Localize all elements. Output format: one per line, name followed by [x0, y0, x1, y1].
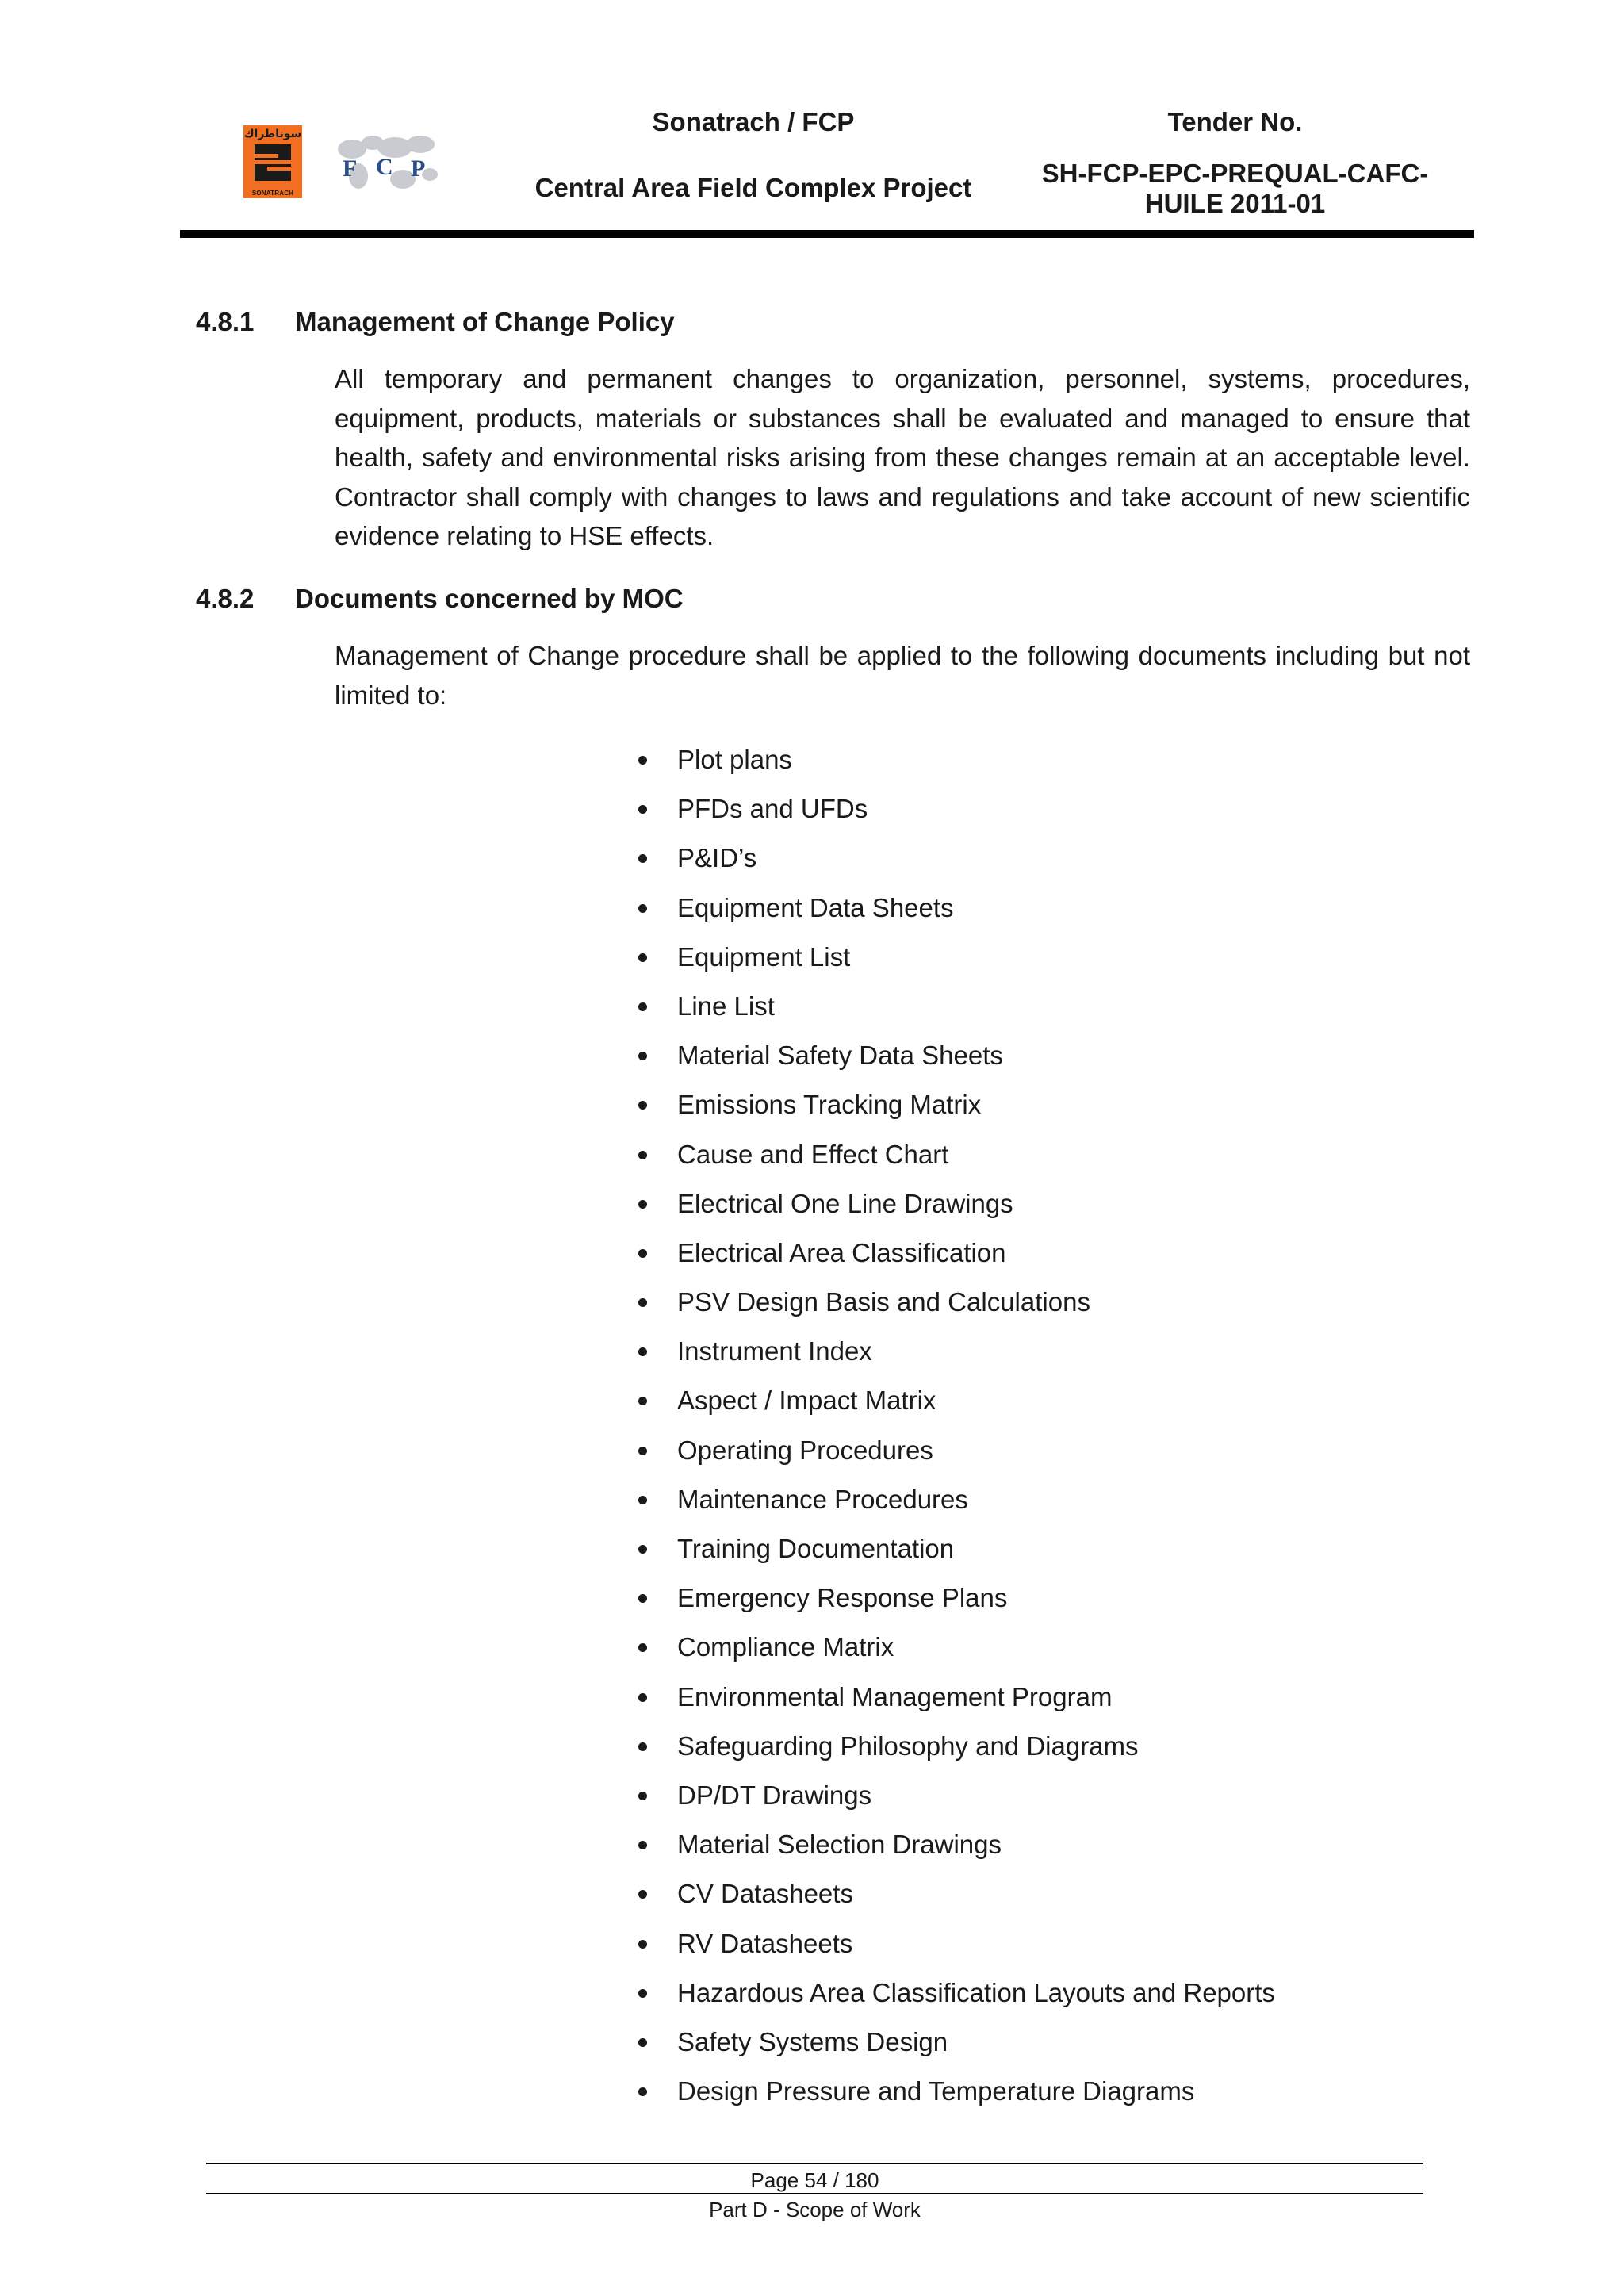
bullet-icon — [638, 1545, 647, 1554]
list-item — [634, 1036, 1275, 1085]
list-item — [634, 1924, 1275, 1973]
list-item-label: Cause and Effect Chart — [677, 1139, 949, 1169]
list-item-label: Instrument Index — [677, 1336, 872, 1366]
list-item-label: Emissions Tracking Matrix — [677, 1090, 982, 1120]
list-item — [634, 888, 1275, 937]
list-item — [634, 1727, 1275, 1776]
document-part: Part D - Scope of Work — [709, 2198, 921, 2221]
tender-label: Tender No. — [1167, 107, 1303, 136]
list-item — [634, 1529, 1275, 1578]
list-item-label: Emergency Response Plans — [677, 1583, 1008, 1613]
section-number-4-8-1: 4.8.1 — [196, 307, 255, 336]
list-item — [634, 1085, 1275, 1134]
bullet-icon — [638, 756, 647, 765]
list-item-label: Equipment Data Sheets — [677, 892, 954, 922]
section-number-4-8-2: 4.8.2 — [196, 584, 255, 613]
list-item — [634, 789, 1275, 838]
footer-divider-bottom — [206, 2193, 1423, 2194]
list-item-label: Operating Procedures — [677, 1435, 933, 1465]
list-item — [634, 1381, 1275, 1430]
bullet-icon — [638, 1052, 647, 1060]
section-title-4-8-2: Documents concerned by MOC — [295, 584, 684, 613]
bullet-icon — [638, 2038, 647, 2047]
sonatrach-logo-arabic: سوناطراك — [243, 127, 302, 140]
list-item — [634, 1135, 1275, 1184]
page-number: Page 54 / 180 — [750, 2168, 879, 2192]
footer-divider-top — [206, 2163, 1423, 2164]
list-item — [634, 1825, 1275, 1874]
list-item-label: Aspect / Impact Matrix — [677, 1386, 936, 1416]
bullet-icon — [638, 1841, 647, 1849]
tender-number-line-2: HUILE 2011-01 — [1144, 189, 1326, 218]
bullet-icon — [638, 2087, 647, 2096]
bullet-icon — [638, 1940, 647, 1949]
list-item-label: DP/DT Drawings — [677, 1780, 872, 1810]
bullet-icon — [638, 1447, 647, 1455]
bullet-icon — [638, 1151, 647, 1159]
fcp-logo — [327, 127, 446, 200]
list-item — [634, 2072, 1275, 2121]
fcp-logo-letter-p: P — [411, 155, 426, 182]
bullet-icon — [638, 953, 647, 962]
list-item — [634, 838, 1275, 887]
sonatrach-logo — [243, 125, 302, 198]
list-item — [634, 1233, 1275, 1282]
bullet-icon — [638, 1890, 647, 1899]
list-item — [634, 1480, 1275, 1529]
sonatrach-emblem-icon — [253, 143, 293, 182]
list-item-label: Hazardous Area Classification Layouts and Reports — [677, 1977, 1275, 2007]
list-item-label: PFDs and UFDs — [677, 794, 868, 824]
list-item-label: RV Datasheets — [677, 1928, 853, 1958]
list-item — [634, 1874, 1275, 1923]
header-divider — [180, 230, 1474, 238]
list-item — [634, 1184, 1275, 1233]
tender-number-line-1: SH-FCP-EPC-PREQUAL-CAFC- — [1041, 159, 1429, 188]
list-item — [634, 1282, 1275, 1332]
fcp-logo-letter-f: F — [343, 155, 358, 182]
bullet-icon — [638, 854, 647, 863]
bullet-icon — [638, 1496, 647, 1504]
company-name: Sonatrach / FCP — [652, 107, 855, 136]
tender-number — [1007, 159, 1463, 219]
documents-list — [634, 740, 1275, 2121]
list-item-label: CV Datasheets — [677, 1879, 853, 1909]
bullet-icon — [638, 1792, 647, 1800]
list-item-label: Safety Systems Design — [677, 2026, 948, 2056]
bullet-icon — [638, 1002, 647, 1011]
section-paragraph-4-8-1: All temporary and permanent changes to organization, personnel, systems, procedures, equipment, products, materials or substances shall be evaluated and managed to ensure that health, safety and environmental risks arising from these changes remain at an acceptable level. Contractor shall comply with changes to laws and regulations and take account of new scientific evidence relating to HSE effects. — [335, 364, 1470, 550]
bullet-icon — [638, 1693, 647, 1702]
list-item-label: Material Selection Drawings — [677, 1830, 1002, 1860]
list-item — [634, 1973, 1275, 2022]
list-item-label: Maintenance Procedures — [677, 1484, 968, 1514]
bullet-icon — [638, 1643, 647, 1652]
list-item — [634, 1677, 1275, 1727]
list-item — [634, 2022, 1275, 2072]
list-item-label: P&ID’s — [677, 843, 757, 873]
list-item — [634, 1578, 1275, 1627]
list-item-label: PSV Design Basis and Calculations — [677, 1287, 1090, 1317]
list-item-label: Environmental Management Program — [677, 1681, 1113, 1711]
bullet-icon — [638, 1347, 647, 1356]
section-paragraph-4-8-2: Management of Change procedure shall be applied to the following documents including but not limited to: — [335, 641, 1470, 710]
project-name: Central Area Field Complex Project — [534, 173, 972, 202]
list-item-label: Equipment List — [677, 941, 851, 972]
list-item-label: Compliance Matrix — [677, 1632, 894, 1662]
list-item — [634, 1332, 1275, 1381]
list-item-label: Training Documentation — [677, 1534, 955, 1563]
bullet-icon — [638, 1594, 647, 1603]
list-item — [634, 987, 1275, 1036]
list-item — [634, 1431, 1275, 1480]
bullet-icon — [638, 1200, 647, 1209]
list-item-label: Design Pressure and Temperature Diagrams — [677, 2076, 1195, 2106]
section-title-4-8-1: Management of Change Policy — [295, 307, 675, 336]
list-item-label: Material Safety Data Sheets — [677, 1041, 1003, 1071]
bullet-icon — [638, 1397, 647, 1405]
list-item — [634, 1776, 1275, 1825]
bullet-icon — [638, 1742, 647, 1751]
bullet-icon — [638, 904, 647, 913]
list-item — [634, 1627, 1275, 1677]
fcp-logo-letter-c: C — [376, 154, 393, 180]
bullet-icon — [638, 1298, 647, 1307]
list-item-label: Electrical One Line Drawings — [677, 1188, 1013, 1218]
list-item-label: Safeguarding Philosophy and Diagrams — [677, 1731, 1139, 1761]
list-item-label: Electrical Area Classification — [677, 1237, 1006, 1267]
list-item — [634, 937, 1275, 987]
list-item-label: Plot plans — [677, 745, 792, 774]
bullet-icon — [638, 1101, 647, 1110]
bullet-icon — [638, 805, 647, 814]
bullet-icon — [638, 1249, 647, 1258]
list-item-label: Line List — [677, 991, 775, 1021]
list-item — [634, 740, 1275, 789]
bullet-icon — [638, 1989, 647, 1998]
sonatrach-logo-caption: SONATRACH — [251, 190, 294, 197]
